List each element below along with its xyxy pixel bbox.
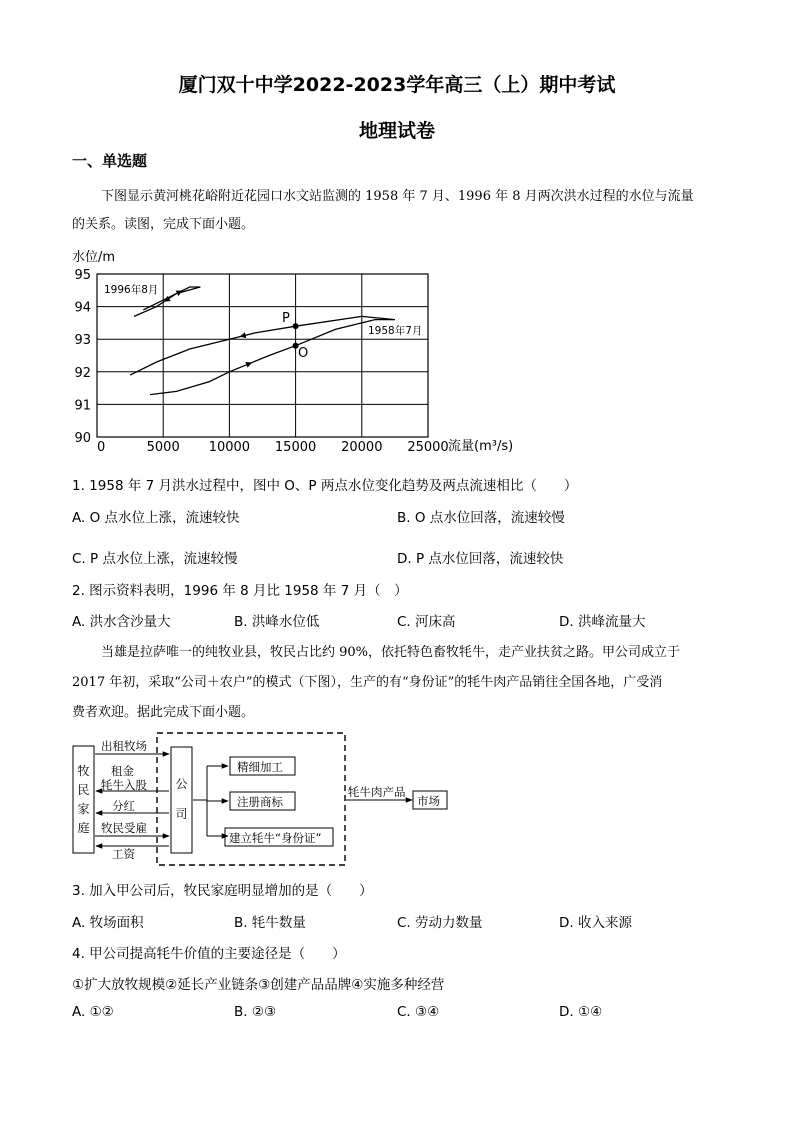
series-0-rising-line <box>150 320 395 395</box>
exam-title: 厦门双十中学2022-2023学年高三（上）期中考试 <box>178 74 616 96</box>
x-tick-label: 15000 <box>274 440 317 455</box>
arrow-rent-label: 租金 <box>111 764 134 778</box>
svg-text:民: 民 <box>77 783 90 797</box>
q1-option-b[interactable]: B. O 点水位回落，流速较慢 <box>397 510 565 526</box>
q4-option-c[interactable]: C. ③④ <box>397 1004 440 1020</box>
q3-stem: 3. 加入甲公司后，牧民家庭明显增加的是（ ） <box>72 883 373 899</box>
legend-1996: 1996年8月 <box>104 284 159 296</box>
q2-option-c[interactable]: C. 河床高 <box>397 614 456 630</box>
arrow-wage-label: 工资 <box>112 847 135 861</box>
y-tick-label: 91 <box>74 398 91 414</box>
q1-option-a[interactable]: A. O 点水位上涨，流速较快 <box>72 510 240 526</box>
refined-processing-label: 精细加工 <box>237 760 283 774</box>
q3-option-d[interactable]: D. 收入来源 <box>559 915 632 931</box>
section-heading: 一、单选题 <box>72 152 148 170</box>
svg-text:家: 家 <box>77 802 90 816</box>
x-tick-label: 5000 <box>146 440 180 455</box>
svg-text:公: 公 <box>175 777 188 791</box>
arrow-rent-pasture-label: 出租牧场 <box>101 739 147 753</box>
water-level-flow-chart <box>60 243 530 458</box>
x-tick-label: 0 <box>97 440 106 455</box>
q4-option-a[interactable]: A. ①② <box>72 1004 114 1020</box>
intro1-line2: 的关系。读图，完成下面小题。 <box>72 217 255 232</box>
y-tick-label: 90 <box>74 431 91 446</box>
q4-stem: 4. 甲公司提高牦牛价值的主要途径是（ ） <box>72 946 346 962</box>
q1-stem: 1. 1958 年 7 月洪水过程中，图中 O、P 两点水位变化趋势及两点流速相比（ ） <box>72 478 578 494</box>
company-farmer-diagram <box>60 728 480 868</box>
x-tick-label: 20000 <box>341 440 383 455</box>
intro1-line1: 下图显示黄河桃花峪附近花园口水文站监测的 1958 年 7 月、1996 年 8 月两次洪水过程的水位与流量 <box>101 189 694 204</box>
q1-option-c[interactable]: C. P 点水位上涨，流速较慢 <box>72 551 238 567</box>
series-0-falling-arrow <box>240 332 247 338</box>
plot-frame <box>97 274 428 437</box>
y-tick-label: 94 <box>74 300 91 316</box>
intro2-line1: 当雄是拉萨唯一的纯牧业县，牧民占比约 90%，依托特色畜牧牦牛，走产业扶贫之路。甲公司成立于 <box>101 645 681 660</box>
legend-1958: 1958年7月 <box>368 325 423 337</box>
q2-option-d[interactable]: D. 洪峰流量大 <box>559 614 646 630</box>
y-tick-label: 95 <box>74 268 91 283</box>
q3-option-c[interactable]: C. 劳动力数量 <box>397 915 483 931</box>
x-axis-label: 流量(m³/s) <box>448 439 514 454</box>
point-p-marker <box>293 323 299 329</box>
point-label-p: P <box>282 311 290 326</box>
intro2-line2: 2017 年初，采取“公司＋农户”的模式（下图），生产的有“身份证”的牦牛肉产品销往全国各地，广受消 <box>72 675 663 690</box>
x-tick-label: 25000 <box>407 440 449 455</box>
intro2-line3: 费者欢迎。据此完成下面小题。 <box>72 705 255 720</box>
y-axis-label: 水位/m <box>72 250 116 265</box>
svg-text:庭: 庭 <box>77 821 90 835</box>
product-label: 牦牛肉产品 <box>348 785 406 799</box>
point-label-o: O <box>298 346 309 361</box>
x-tick-label: 10000 <box>208 440 251 455</box>
svg-text:司: 司 <box>175 807 188 821</box>
q2-stem: 2. 图示资料表明，1996 年 8 月比 1958 年 7 月（ ） <box>72 583 408 599</box>
company-box <box>171 747 192 853</box>
y-tick-label: 92 <box>74 365 91 381</box>
yak-id-label: 建立牦牛“身份证” <box>229 831 322 845</box>
q4-options-line: ①扩大放牧规模②延长产业链条③创建产品品牌④实施多种经营 <box>72 977 445 993</box>
y-tick-label: 93 <box>74 333 91 349</box>
market-label: 市场 <box>417 794 440 808</box>
q3-option-a[interactable]: A. 牧场面积 <box>72 915 144 931</box>
company-label <box>175 777 187 821</box>
q2-option-a[interactable]: A. 洪水含沙量大 <box>72 614 171 630</box>
svg-text:牧: 牧 <box>77 764 90 778</box>
series-0-falling-line <box>130 316 395 375</box>
q1-option-d[interactable]: D. P 点水位回落，流速较快 <box>397 551 564 567</box>
arrow-employed-label: 牧民受雇 <box>101 821 147 835</box>
arrow-yak-share-label: 牦牛入股 <box>101 778 147 792</box>
trademark-label: 注册商标 <box>237 795 283 809</box>
arrow-dividend-label: 分红 <box>112 799 135 813</box>
q3-option-b[interactable]: B. 牦牛数量 <box>234 915 306 931</box>
chart-grid <box>97 274 428 437</box>
q2-option-b[interactable]: B. 洪峰水位低 <box>234 614 320 630</box>
family-box <box>73 746 94 853</box>
q4-option-b[interactable]: B. ②③ <box>234 1004 277 1020</box>
exam-subtitle: 地理试卷 <box>358 120 435 142</box>
family-label <box>77 763 89 835</box>
q4-option-d[interactable]: D. ①④ <box>559 1004 603 1020</box>
